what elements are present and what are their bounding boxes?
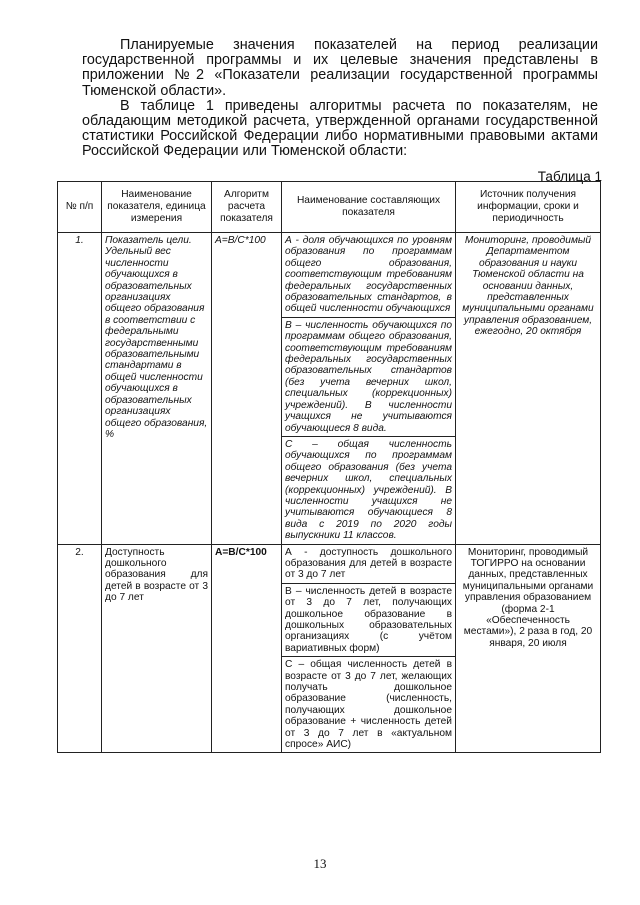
table-row [58,544,601,753]
component-a: А - доля обучающихся по уровням образования по программам общего образования, соответствующим требованиям федеральных государственных образовательных стандартов, в общей численности обучающихся [285,235,452,315]
header-name: Наименование показателя, единица измерения [102,182,212,233]
header-num: № п/п [58,182,102,233]
row-source: Мониторинг, проводимый ТОГИРРО на основании данных, представленных муниципальными органами управления образованием (форма 2-1 «Обеспеченность местами»), 2 раза в год, 20 января, 20 июля [456,544,601,753]
row-source: Мониторинг, проводимый Департаментом образования и науки Тюменской области на основании данных, представленных муниципальными органами управления образованием, ежегодно, 20 октября [456,233,601,545]
row-num: 1. [58,233,102,545]
row-name: Показатель цели. Удельный вес численности обучающихся в образовательных организациях общего образования в соответствии с федеральными государственными образовательными стандартами в общей численности обучающихся в образовательных организациях общего образования, % [102,233,212,545]
table-header-row [58,182,601,233]
intro-paragraph-1: Планируемые значения показателей на период реализации государственной программы и их целевые значения представлены в приложении №2 «Показатели реализации государственной программы Тюменской области». [82,37,598,99]
table-caption: Таблица 1 [537,169,602,184]
component-b: В – численность детей в возрасте от 3 до 7 лет, получающих дошкольное образование в дошкольных образовательных организациях (с учётом вариативных форм) [282,583,455,656]
component-c: С – общая численность детей в возрасте от 3 до 7 лет, желающих получать дошкольное образование (численность, получающих дошкольное образование + численность детей от 3 до 7 лет в «актуальном спросе» АИС) [282,656,455,752]
header-algo: Алгоритм расчета показателя [212,182,282,233]
table-row [58,233,601,545]
row-name: Доступность дошкольного образования для детей в возрасте от 3 до 7 лет [102,544,212,753]
intro-text [82,38,598,160]
header-components: Наименование составляющих показателя [282,182,456,233]
header-source: Источник получения информации, сроки и периодичность [456,182,601,233]
row-components [282,233,456,545]
row-num: 2. [58,544,102,753]
row-algo: А=В/С*100 [212,544,282,753]
page-number: 13 [313,856,327,871]
algorithms-table [57,181,601,753]
component-a: А - доступность дошкольного образования для детей в возрасте от 3 до 7 лет [285,546,452,581]
component-b: В – численность обучающихся по программам общего образования, соответствующим требованиям федеральных государственных образовательных стандартов (без учета вечерних школ, специальных (коррекционных) учреждений). В численности учащихся не учитываются обучающиеся 8 вида. [282,317,455,436]
intro-paragraph-2: В таблице 1 приведены алгоритмы расчета по показателям, не обладающим методикой расчета, утвержденной органами государственной статистики Российской Федерации либо нормативными правовыми актами Российской Федерации или Тюменской области: [82,97,598,160]
row-algo: А=В/С*100 [212,233,282,545]
component-c: С – общая численность обучающихся по программам общего образования (без учета вечерних школ, специальных (коррекционных) учреждений). В численности учащихся не учитываются обучающиеся 8 вида с 2019 по 2020 годы выпускники 11 классов. [282,436,455,544]
row-components [282,544,456,753]
